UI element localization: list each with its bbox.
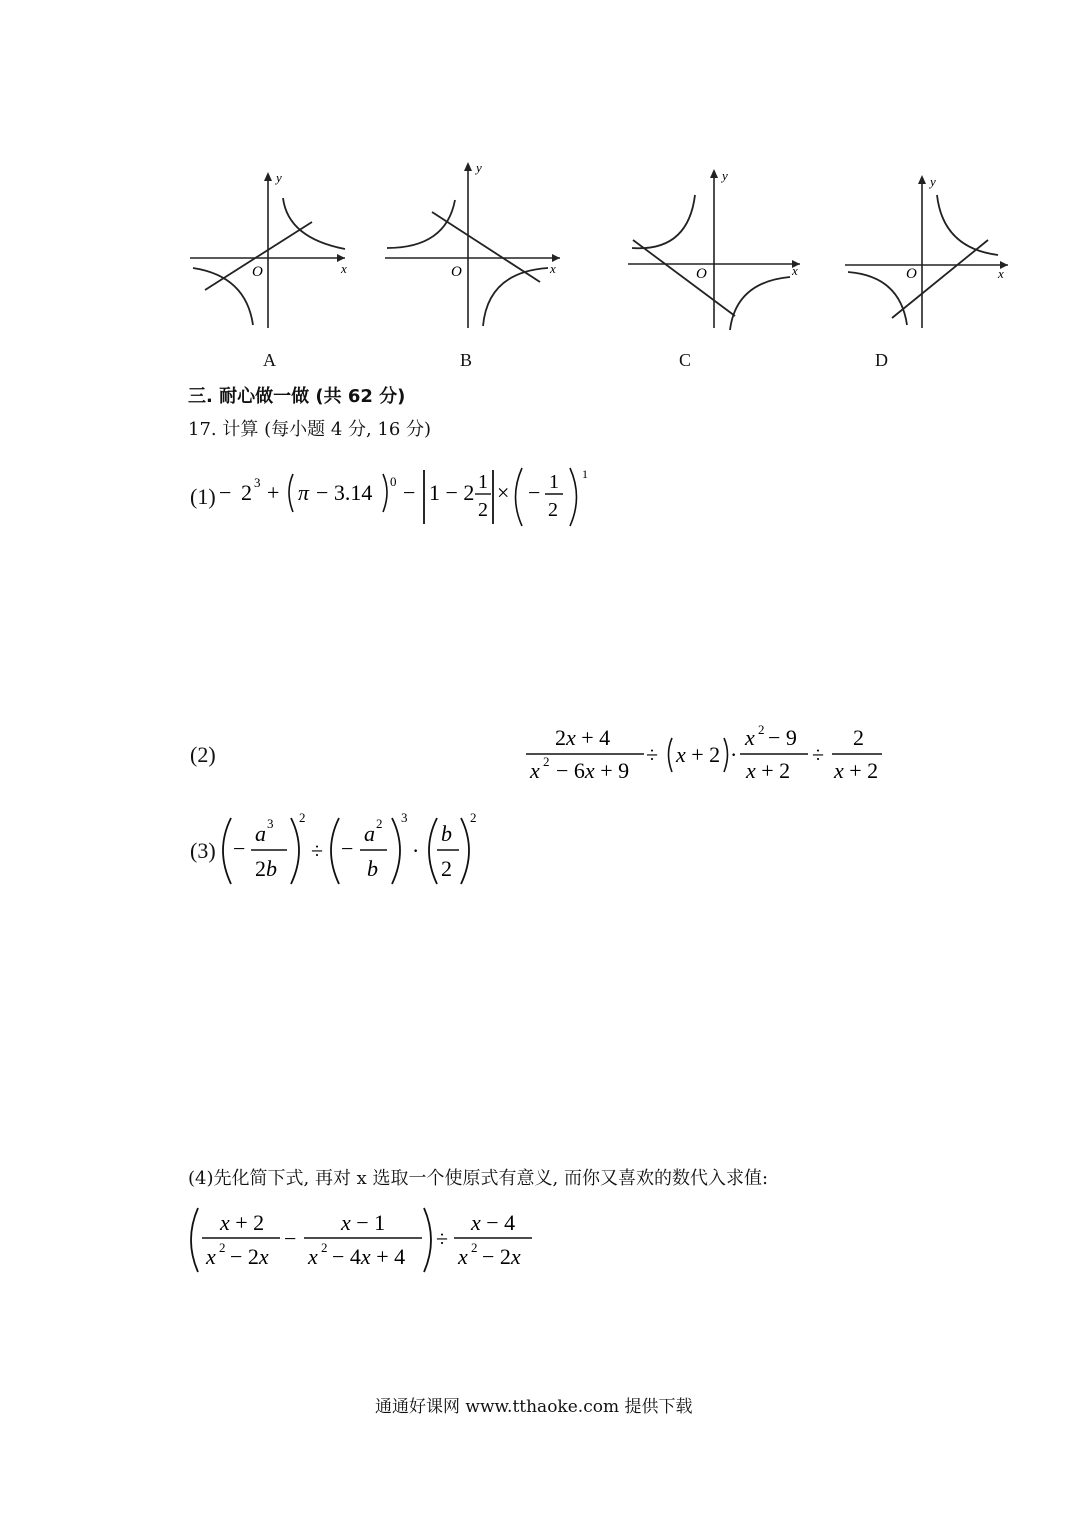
svg-text:x + 2: x + 2 [676, 742, 721, 767]
svg-text:x − 4: x − 4 [471, 1210, 516, 1235]
svg-text:3: 3 [401, 810, 408, 825]
svg-text:x + 2: x + 2 [746, 758, 791, 783]
svg-text:b: b [367, 856, 378, 881]
part-2-label: (2) [190, 742, 216, 767]
graph-d [845, 174, 1008, 328]
svg-text:2: 2 [471, 1240, 478, 1255]
svg-text:2: 2 [299, 810, 306, 825]
graph-label-a: A [263, 350, 276, 370]
expression-2 [520, 718, 890, 790]
svg-text:2: 2 [470, 810, 477, 825]
section-title: 三. 耐心做一做 (共 62 分) [188, 386, 406, 407]
svg-text:x: x [308, 1244, 318, 1269]
svg-text:2: 2 [321, 1240, 328, 1255]
svg-text:·: · [730, 742, 738, 767]
svg-text:y: y [930, 174, 936, 189]
part-3-label: (3) [190, 838, 216, 863]
graph-label-c: C [679, 350, 692, 370]
svg-text:− 3.14: − 3.14 [316, 480, 373, 505]
svg-text:x: x [341, 261, 347, 276]
svg-text:−: − [403, 480, 416, 505]
svg-text:− 2x: − 2x [482, 1244, 521, 1269]
svg-text:1: 1 [582, 467, 588, 481]
svg-text:a: a [364, 821, 375, 846]
svg-text:0: 0 [390, 474, 397, 489]
svg-text:÷: ÷ [436, 1226, 449, 1251]
graph-options [0, 150, 1075, 350]
svg-text:2x + 4: 2x + 4 [555, 725, 611, 750]
svg-text:2: 2 [548, 499, 558, 521]
svg-text:2: 2 [376, 816, 383, 831]
svg-text:− 2x: − 2x [230, 1244, 269, 1269]
svg-text:x + 2: x + 2 [220, 1210, 265, 1235]
svg-text:2: 2 [219, 1240, 226, 1255]
svg-text:−: − [219, 480, 232, 505]
part-4-instruction: (4)先化简下式, 再对 x 选取一个使原式有意义, 而你又喜欢的数代入求值: [188, 1168, 769, 1189]
svg-text:·: · [412, 838, 420, 863]
svg-text:−: − [233, 836, 246, 861]
svg-text:1: 1 [549, 471, 559, 493]
svg-text:2: 2 [441, 856, 452, 881]
graph-label-b: B [460, 350, 473, 370]
svg-text:y: y [276, 170, 282, 185]
svg-text:÷: ÷ [646, 742, 659, 767]
expression-3 [215, 808, 515, 893]
part-1-label: (1) [190, 484, 216, 509]
svg-text:x: x [206, 1244, 216, 1269]
svg-text:O: O [252, 264, 263, 280]
svg-text:O: O [696, 266, 707, 282]
svg-text:1 − 2: 1 − 2 [429, 480, 475, 505]
svg-text:x − 1: x − 1 [341, 1210, 386, 1235]
svg-text:÷: ÷ [311, 838, 324, 863]
svg-text:π: π [298, 480, 310, 505]
graph-label-d: D [875, 350, 888, 370]
svg-text:x: x [458, 1244, 468, 1269]
svg-text:y: y [722, 168, 728, 183]
svg-text:2: 2 [241, 480, 252, 505]
svg-text:−: − [341, 836, 354, 861]
svg-text:2: 2 [543, 754, 550, 769]
svg-text:1: 1 [478, 471, 488, 493]
question-17-title: 17. 计算 (每小题 4 分, 16 分) [188, 419, 432, 440]
svg-text:x: x [745, 725, 755, 750]
graph-c [628, 168, 800, 330]
expression-4 [186, 1204, 546, 1276]
graph-a [190, 170, 347, 328]
svg-text:− 6x + 9: − 6x + 9 [556, 758, 630, 783]
svg-text:÷: ÷ [812, 742, 825, 767]
svg-text:×: × [497, 480, 510, 505]
svg-text:− 4x + 4: − 4x + 4 [332, 1244, 406, 1269]
svg-text:−: − [528, 480, 541, 505]
svg-text:−: − [284, 1226, 297, 1251]
svg-text:x: x [530, 758, 540, 783]
svg-text:x + 2: x + 2 [834, 758, 879, 783]
svg-text:b: b [441, 821, 452, 846]
svg-text:x: x [550, 261, 556, 276]
svg-text:+: + [267, 480, 280, 505]
graph-b [385, 160, 560, 328]
svg-text:2: 2 [478, 499, 488, 521]
svg-text:x: x [792, 263, 798, 278]
footer-credit: 通通好课网 www.tthaoke.com 提供下载 [375, 1397, 693, 1417]
svg-text:2b: 2b [255, 856, 277, 881]
svg-text:2: 2 [853, 725, 864, 750]
svg-text:2: 2 [758, 722, 765, 737]
svg-text:a: a [255, 821, 266, 846]
svg-text:O: O [451, 264, 462, 280]
svg-text:3: 3 [254, 475, 261, 490]
svg-text:O: O [906, 266, 917, 282]
svg-text:− 9: − 9 [768, 725, 797, 750]
expression-1 [215, 460, 605, 535]
svg-text:y: y [476, 160, 482, 175]
svg-text:x: x [998, 266, 1004, 281]
svg-text:3: 3 [267, 816, 274, 831]
